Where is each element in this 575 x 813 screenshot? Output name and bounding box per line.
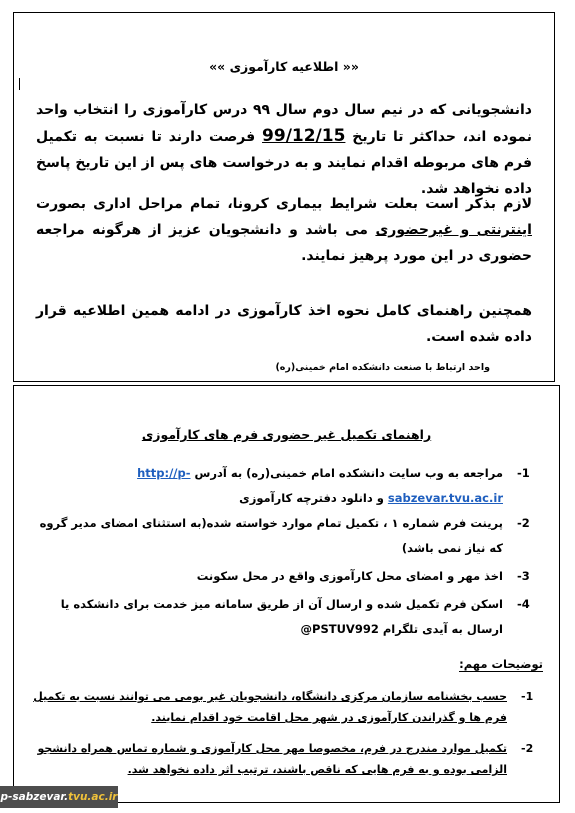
guide-item-number: -2 (517, 516, 530, 530)
note-item-number: -1 (521, 690, 534, 703)
guide-item-number: -3 (517, 569, 530, 583)
notice-signature: واحد ارتباط با صنعت دانشکده امام خمینی(ره) (275, 362, 490, 373)
internship-notice-box (13, 12, 555, 382)
deadline-text-start: دانشجویانی که در نیم سال دوم سال ۹۹ درس کارآموزی را انتخاب واحد نموده اند، حداکثر تا تاریخ (36, 102, 532, 145)
text-cursor-mark (19, 78, 20, 90)
guide-item-text: اخذ مهر و امضای محل کارآموزی واقع در محل سکونت (196, 569, 503, 583)
notice-paragraph-guide-ref: همچنین راهنمای کامل نحوه اخذ کارآموزی در ادامه همین اطلاعیه قرار داده شده است. (36, 303, 532, 345)
guide-item-text: پرینت فرم شماره ۱ ، تکمیل تمام موارد خواسته شده(به استثنای امضای مدیر گروه که نیاز نمی باشد) (39, 516, 503, 555)
watermark-prefix: p-sabzevar. (0, 791, 69, 803)
guide-item-2 (32, 511, 543, 561)
note-item-text: حسب بخشنامه سازمان مرکزی دانشگاه، دانشجویان غیر بومی می توانند نسبت به تکمیل فرم ها و گذراندن کارآموزی در شهر محل اقامت خود اقدام نمایند. (33, 690, 507, 724)
website-link[interactable]: http://p-sabzevar.tvu.ac.ir (137, 466, 503, 505)
guide-item-3 (32, 564, 543, 589)
guide-item-number: -1 (517, 466, 530, 480)
note-item-1 (32, 686, 543, 728)
guide-title-text: راهنمای تکمیل غیر حضوری فرم های کارآموزی (141, 427, 432, 442)
online-emphasis: اینترنتی و غیرحضوری (375, 222, 532, 238)
guide-item-number: -4 (517, 597, 530, 611)
corona-text-start: لازم بذکر است بعلت شرایط بیماری کرونا، تمام مراحل اداری بصورت (36, 196, 532, 212)
site-watermark (0, 786, 118, 808)
guide-item-4 (32, 592, 543, 642)
note-item-number: -2 (521, 742, 534, 755)
notice-title: «« اطلاعیه کارآموزی »» (209, 59, 359, 74)
notice-paragraph-deadline (36, 97, 532, 202)
guide-item-1 (32, 461, 543, 511)
guide-item-text (32, 592, 503, 642)
guide-item-text (32, 461, 503, 511)
corona-text-end: می باشد و دانشجویان عزیز از هرگونه مراجعه حضوری در این مورد پرهیز نمایند. (36, 222, 532, 264)
notice-paragraph-corona (36, 191, 532, 269)
notes-title: توضیحات مهم: (459, 657, 543, 671)
guide-item-text-before: مراجعه به وب سایت دانشکده امام خمینی(ره) به آدرس (190, 466, 503, 480)
deadline-text-end: فرصت دارند تا نسبت به تکمیل فرم های مربوطه اقدام نمایند و به درخواست های پس از این تاریخ پاسخ داده نخواهد شد. (36, 129, 532, 197)
guide-title (14, 427, 559, 442)
deadline-date: 99/12/15 (262, 126, 346, 146)
guide-item-text-main: اسکن فرم تکمیل شده و ارسال آن از طریق سامانه میز خدمت برای دانشکده یا ارسال به آیدی تلگرام (60, 597, 503, 636)
note-item-2 (32, 738, 543, 780)
watermark-highlight: tvu.ac.ir (68, 791, 118, 803)
guide-box (13, 385, 560, 803)
telegram-handle: @PSTUV992 (300, 622, 379, 636)
note-item-text: تکمیل موارد مندرج در فرم، مخصوصا مهر محل کارآموزی و شماره تماس همراه دانشجو الزامی بوده و به فرم هایی که ناقص باشند، ترتیب اثر داده نخواهد شد. (37, 742, 507, 776)
guide-item-text-after: و دانلود دفترچه کارآموزی (239, 491, 388, 505)
